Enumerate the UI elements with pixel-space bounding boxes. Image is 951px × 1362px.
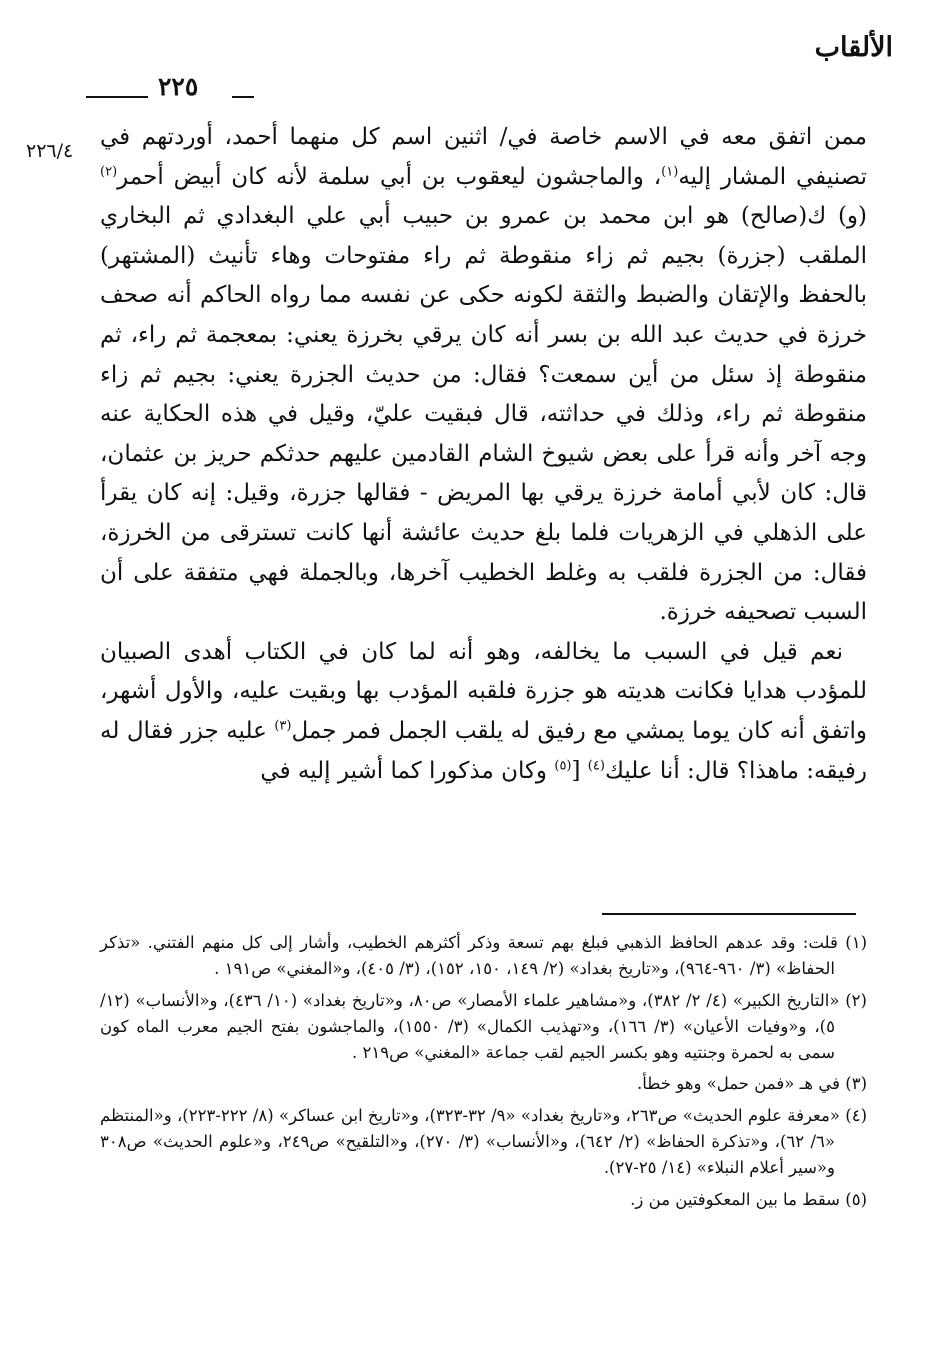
footnote-2: (٢) «التاريخ الكبير» (٤/ ٢/ ٣٨٢)، و«مشاهير علماء الأمصار» ص٨٠، و«تاريخ بغداد» (١٠/ ٤٣٦)، و«الأنساب» (١٢/ ٥)، و«وفيات الأعيان» (٣/ ١٦٦)، و«تهذيب الكمال» (٣/ ١٥٥٠)، والماجشون بفتح الجيم معرب الماه كون سمى به لحمرة وجنتيه وهو بكسر الجيم لقب جماعة «المغني» ص٢١٩ .	[100, 990, 867, 1063]
paragraph-1	[100, 118, 867, 633]
page-number: ٢٢٥	[158, 72, 199, 101]
header-rule-right	[232, 96, 254, 98]
text-segment: وكان مذكورا كما أشير إليه في	[260, 757, 555, 784]
text-segment: نعم قيل في السبب ما يخالفه، وهو أنه لما كان في الكتاب أهدى الصبيان للمؤدب هدايا فكانت هديته هو جزرة فلقبه المؤدب بها وبقيت عليه، والأول أشهر، واتفق أنه كان يوما يمشي مع رفيق له يلقب الجمل فمر جمل	[100, 638, 867, 744]
footnote-4: (٤) «معرفة علوم الحديث» ص٢٦٣، و«تاريخ بغداد» «٩/ ٣٢-٣٢٣)، و«تاريخ ابن عساكر» (٨/ ٢٢٢-٢٢٣)، و«المنتظم «٦/ ٦٢)، و«تذكرة الحفاظ» (٢/ ٦٤٢)، و«الأنساب» (٣/ ٢٧٠)، و«التلقيح» ص٢٤٩، و«علوم الحديث» ص٣٠٨ و«سير أعلام النبلاء» (١٤/ ٢٥-٢٧).	[100, 1105, 867, 1178]
footnotes	[100, 930, 867, 1218]
text-segment: [	[571, 757, 588, 784]
footnote-1: (١) قلت: وقد عدهم الحافظ الذهبي فبلغ بهم تسعة وذكر أكثرهم الخطيب، وأشار إلى كل منهم الفتني. «تذكر الحفاظ» (٣/ ٩٦٠-٩٦٤)، و«تاريخ بغداد» (٢/ ١٤٩، ١٥٠، ١٥٢)، (٣/ ٤٠٥)، و«المغني» ص١٩١ .	[100, 933, 867, 979]
text-segment: ، والماجشون ليعقوب بن أبي سلمة لأنه كان أبيض أحمر	[117, 163, 662, 190]
footnote-ref-2: (٢)	[100, 163, 118, 179]
text-segment: عليه جزر فقال له رفيقه: ماهذا؟ قال: أنا عليك	[100, 717, 867, 784]
footnote-separator	[602, 913, 856, 915]
main-text	[100, 118, 867, 791]
footnote-ref-1: (١)	[661, 163, 679, 179]
running-title: الألقاب	[814, 32, 893, 63]
header-rule-left	[86, 96, 148, 98]
footnote-ref-3: (٣)	[274, 718, 292, 734]
footnote-5: (٥) سقط ما بين المعكوفتين من ز.	[630, 1189, 867, 1209]
footnote-ref-5: (٥)	[554, 757, 572, 773]
text-segment: (و) ك(صالح) هو ابن محمد بن عمرو بن حبيب أبي علي البغدادي ثم البخاري الملقب (جزرة) بجيم ثم زاء منقوطة ثم راء مفتوحات وهاء تأنيث (المشتهر) بالحفظ والإتقان والضبط والثقة لكونه حكى عن نفسه مما رواه الحاكم أنه صحف خرزة في حديث عبد الله بن بسر أنه كان يرقي بخرزة يعني: بمعجمة ثم راء، ثم منقوطة إذ سئل من أين سمعت؟ فقال: من حديث الجزرة يعني: بجيم ثم زاء منقوطة ثم راء، وذلك في حداثته، قال فبقيت عليّ، وقيل في هذه الحكاية عنه وجه آخر وأنه قرأ على بعض شيوخ الشام القادمين عليهم حدثكم حريز بن عثمان، قال: كان لأبي أمامة خرزة يرقي بها المريض - فقالها جزرة، وقيل: إنه كان يقرأ على الذهلي في الزهريات فلما بلغ حديث عائشة أنها كانت تسترقى من الخرزة، فقال: من الجزرة فلقب به وغلط الخطيب آخرها، وبالجملة فهي متفقة على أن السبب تصحيفه خرزة.	[100, 203, 867, 626]
margin-reference: ٢٢٦/٤	[26, 140, 74, 162]
footnote-ref-4: (٤)	[587, 757, 605, 773]
footnote-3: (٣) في هـ «فمن حمل» وهو خطأ.	[636, 1074, 867, 1094]
paragraph-2	[100, 633, 867, 791]
text-segment: ممن اتفق معه في الاسم خاصة في/ اثنين اسم كل منهما أحمد، أوردتهم في تصنيفي المشار إليه	[100, 124, 868, 190]
